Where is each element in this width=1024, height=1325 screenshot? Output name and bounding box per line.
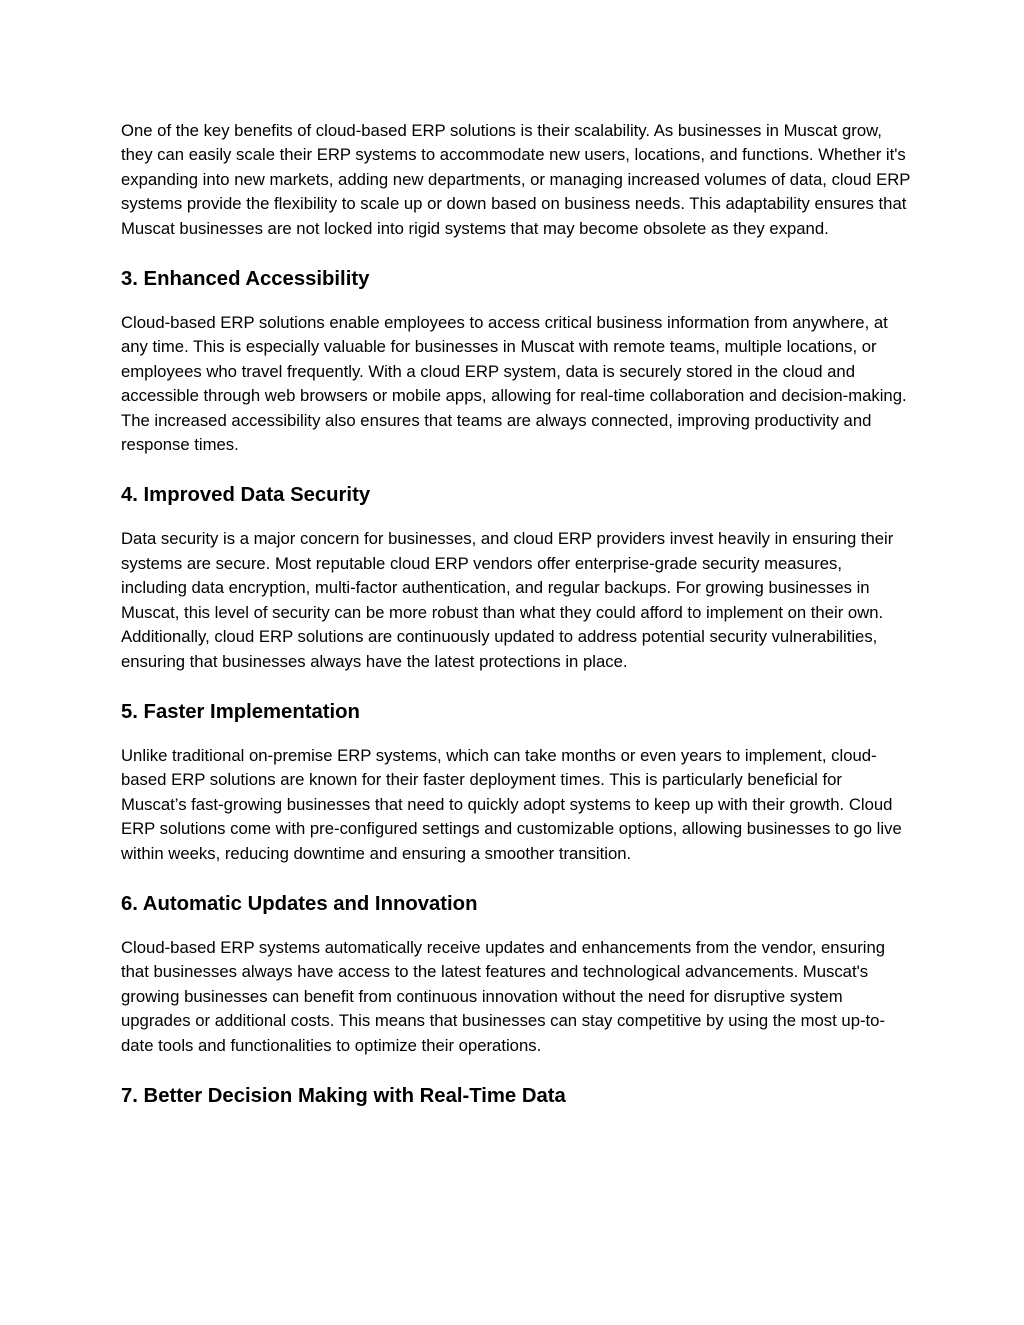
section-heading: 3. Enhanced Accessibility [121,268,370,291]
section-paragraph: Cloud-based ERP systems automatically receive updates and enhancements from the vendor, ensuring that businesses always have access to the latest features and technological advancements. Muscat's growing businesses can benefit from continuous innovation without the need for disruptive system upgrades or additional costs. This means that businesses can stay competitive by using the most up-to-date tools and functionalities to optimize their operations. [121,937,886,1055]
section-heading: 5. Faster Implementation [121,700,360,723]
section-paragraph: Cloud-based ERP solutions enable employees to access critical business information from anywhere, at any time. This is especially valuable for businesses in Muscat with remote teams, multiple locations, or employees who travel frequently. With a cloud ERP system, data is securely stored in the cloud and accessible through web browsers or mobile apps, allowing for real-time collaboration and decision-making. The increased accessibility also ensures that teams are always connected, improving productivity and response times. [121,313,907,455]
section-better-decision-making [121,1083,911,1109]
section-improved-data-security [121,482,911,673]
section-enhanced-accessibility [121,266,911,457]
section-automatic-updates [121,891,911,1058]
section-heading: 7. Better Decision Making with Real-Time Data [121,1084,566,1107]
section-paragraph: Unlike traditional on-premise ERP systems, which can take months or even years to implement, cloud-based ERP solutions are known for their faster deployment times. This is particularly beneficial for Muscat’s fast-growing businesses that need to quickly adopt systems to keep up with their growth. Cloud ERP solutions come with pre-configured settings and customizable options, allowing businesses to go live within weeks, reducing downtime and ensuring a smoother transition. [121,745,902,863]
section-heading: 6. Automatic Updates and Innovation [121,892,478,915]
section-paragraph: Data security is a major concern for businesses, and cloud ERP providers invest heavily in ensuring their systems are secure. Most reputable cloud ERP vendors offer enterprise-grade security measures, including data encryption, multi-factor authentication, and regular backups. For growing businesses in Muscat, this level of security can be more robust than what they could afford to implement on their own. Additionally, cloud ERP solutions are continuously updated to address potential security vulnerabilities, ensuring that businesses always have the latest protections in place. [121,529,894,671]
document-page [121,119,911,1128]
section-faster-implementation [121,699,911,866]
section-heading: 4. Improved Data Security [121,484,371,507]
intro-paragraph: One of the key benefits of cloud-based ERP solutions is their scalability. As businesses in Muscat grow, they can easily scale their ERP systems to accommodate new users, locations, and functions. Whether it's expanding into new markets, adding new departments, or managing increased volumes of data, cloud ERP systems provide the flexibility to scale up or down based on business needs. This adaptability ensures that Muscat businesses are not locked into rigid systems that may become obsolete as they expand. [121,121,911,238]
